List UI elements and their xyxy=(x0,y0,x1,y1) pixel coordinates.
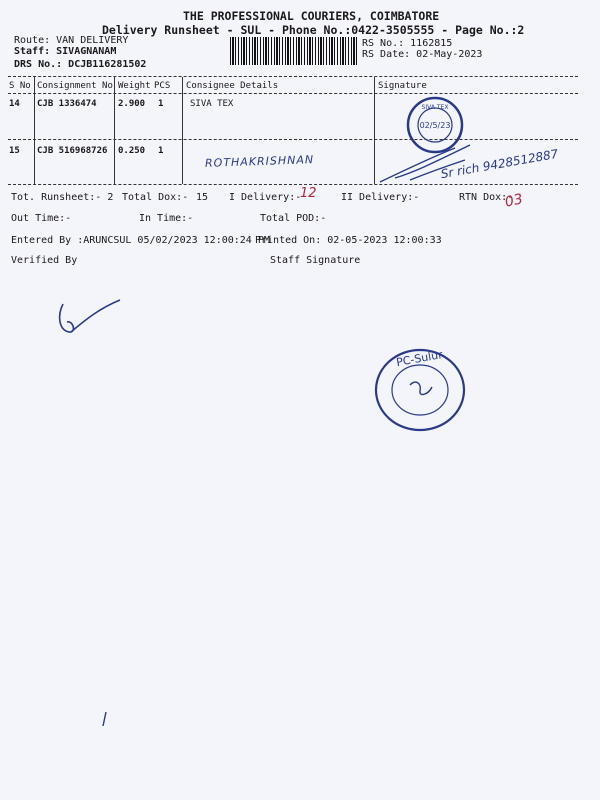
table-bottom-border xyxy=(8,184,578,185)
table-row-pcs: 1 xyxy=(158,146,164,156)
table-row-sno: 15 xyxy=(9,146,20,156)
i-delivery-label: I Delivery:- xyxy=(229,192,302,203)
drs-number: DRS No.: DCJB116281502 xyxy=(14,59,147,70)
col-divider xyxy=(182,77,183,184)
rs-date: RS Date: 02-May-2023 xyxy=(362,49,483,60)
in-time: In Time:- xyxy=(139,213,194,224)
i-delivery-mark: 12 xyxy=(300,186,317,201)
barcode xyxy=(230,37,358,65)
pen-mark xyxy=(100,710,110,730)
staff-signature: Staff Signature xyxy=(270,255,361,266)
table-row-sno: 14 xyxy=(9,99,20,109)
total-pod: Total POD:- xyxy=(260,213,327,224)
route-label: Route: VAN DELIVERY xyxy=(14,35,129,46)
col-divider xyxy=(114,77,115,184)
company-title: THE PROFESSIONAL COURIERS, COIMBATORE xyxy=(183,9,440,23)
out-time: Out Time:- xyxy=(11,213,72,224)
col-divider xyxy=(34,77,35,184)
table-row-weight: 2.900 xyxy=(118,99,146,109)
small-stamp-date: 02/5/23 xyxy=(419,121,451,130)
tot-runsheet: Tot. Runsheet:- 2 xyxy=(11,192,114,203)
table-row-consignee: SIVA TEX xyxy=(190,99,234,109)
stamp-text: PC-Sulur xyxy=(395,348,444,370)
total-dox-label: Total Dox:- xyxy=(122,192,189,203)
col-consignee: Consignee Details xyxy=(186,81,279,91)
ii-delivery-label: II Delivery:- xyxy=(341,192,420,203)
small-stamp-label: SIVA TEX xyxy=(421,104,449,111)
table-row-weight: 0.250 xyxy=(118,146,146,156)
col-weight: Weight xyxy=(118,81,151,91)
table-row-consignment: CJB 516968726 xyxy=(37,146,108,156)
pc-sulur-stamp xyxy=(370,345,470,435)
handwritten-recipient-name: ROTHAKRISHNAN xyxy=(204,153,315,170)
rtn-dox-label: RTN Dox:- xyxy=(459,192,514,203)
col-sno: S No xyxy=(9,81,31,91)
rs-number: RS No.: 1162815 xyxy=(362,38,453,49)
table-top-border xyxy=(8,76,578,77)
entered-by: Entered By :ARUNCSUL 05/02/2023 12:00:24 PM xyxy=(11,235,270,246)
staff-label: Staff: SIVAGNANAM xyxy=(14,46,117,57)
verified-by: Verified By xyxy=(11,255,78,266)
total-dox-value: 15 xyxy=(196,192,209,203)
col-consignment: Consignment No xyxy=(37,81,113,91)
signature-scribble xyxy=(375,140,485,190)
table-header-border xyxy=(8,93,578,94)
verified-signature xyxy=(55,298,125,343)
table-row-consignment: CJB 1336474 xyxy=(37,99,97,109)
rtn-dox-mark: 03 xyxy=(503,191,525,211)
printed-on: Printed On: 02-05-2023 12:00:33 xyxy=(255,235,442,246)
col-pcs: PCS xyxy=(154,81,171,91)
handwritten-phone-note: Sr rich 9428512887 xyxy=(439,146,560,182)
col-signature: Signature xyxy=(378,81,427,91)
row-separator xyxy=(8,139,578,140)
runsheet-title: Delivery Runsheet - SUL - Phone No.:0422-3505555 - Page No.:2 xyxy=(102,23,525,37)
table-row-pcs: 1 xyxy=(158,99,164,109)
